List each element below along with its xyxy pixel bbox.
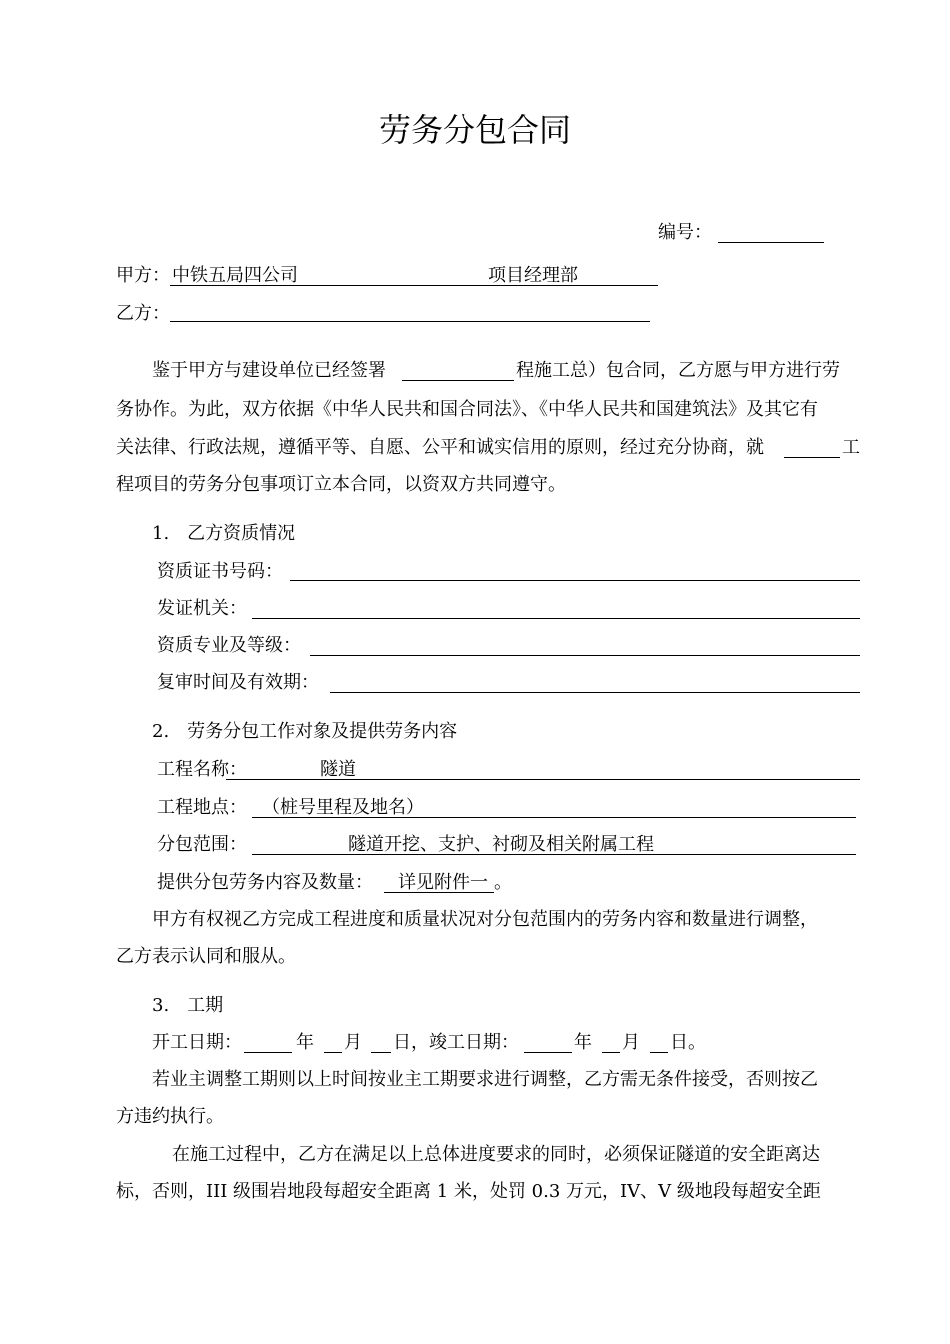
end-year-unit: 年 xyxy=(574,1032,592,1053)
section2-heading: 2. 劳务分包工作对象及提供劳务内容 xyxy=(152,721,458,742)
scope-label: 分包范围： xyxy=(157,834,247,855)
issuer-blank[interactable] xyxy=(252,618,860,619)
section1-heading: 1. 乙方资质情况 xyxy=(152,523,296,544)
section2-para-line2: 乙方表示认同和服从。 xyxy=(116,946,296,967)
review-label: 复审时间及有效期： xyxy=(157,672,319,693)
preamble-line1a: 鉴于甲方与建设单位已经签署 xyxy=(152,360,386,381)
preamble-contract-blank[interactable] xyxy=(402,380,514,381)
location-label: 工程地点： xyxy=(157,797,247,818)
party-b-label: 乙方： xyxy=(116,303,170,324)
review-blank[interactable] xyxy=(330,692,860,693)
number-blank[interactable] xyxy=(718,242,824,243)
section3-para1-line2: 方违约执行。 xyxy=(116,1106,224,1127)
party-a-name: 中铁五局四公司 xyxy=(172,265,298,286)
specialty-blank[interactable] xyxy=(310,655,860,656)
start-month-blank[interactable] xyxy=(324,1052,342,1053)
section3-para1-line1: 若业主调整工期则以上时间按业主工期要求进行调整，乙方需无条件接受，否则按乙 xyxy=(152,1069,818,1090)
end-year-blank[interactable] xyxy=(524,1052,572,1053)
start-date-label: 开工日期： xyxy=(152,1032,242,1053)
content-value: 详见附件一 xyxy=(398,872,488,893)
issuer-label: 发证机关： xyxy=(157,598,247,619)
start-day-blank[interactable] xyxy=(371,1052,391,1053)
content-end: 。 xyxy=(494,872,512,893)
specialty-label: 资质专业及等级： xyxy=(157,635,301,656)
start-month-unit: 月 xyxy=(344,1032,362,1053)
party-b-blank[interactable] xyxy=(170,321,650,322)
project-name-value: 隧道 xyxy=(320,759,356,780)
preamble-line1b: 程施工总）包合同，乙方愿与甲方进行劳 xyxy=(516,360,840,381)
party-a-dept: 项目经理部 xyxy=(488,265,578,286)
cert-no-label: 资质证书号码： xyxy=(157,561,283,582)
project-name-label: 工程名称： xyxy=(157,759,247,780)
preamble-project-blank[interactable] xyxy=(784,457,840,458)
end-day-end: 日。 xyxy=(670,1032,706,1053)
party-a-label: 甲方： xyxy=(116,265,170,286)
section3-para2-line1: 在施工过程中，乙方在满足以上总体进度要求的同时，必须保证隧道的安全距离达 xyxy=(172,1144,820,1165)
content-label: 提供分包劳务内容及数量： xyxy=(157,872,373,893)
preamble-line4: 程项目的劳务分包事项订立本合同，以资双方共同遵守。 xyxy=(116,474,566,495)
start-year-unit: 年 xyxy=(296,1032,314,1053)
document-title: 劳务分包合同 xyxy=(378,111,571,149)
start-day-mid: 日，竣工日期： xyxy=(393,1032,519,1053)
preamble-line3a: 关法律、行政法规，遵循平等、自愿、公平和诚实信用的原则，经过充分协商，就 xyxy=(116,437,764,458)
cert-no-blank[interactable] xyxy=(290,580,860,581)
section2-para-line1: 甲方有权视乙方完成工程进度和质量状况对分包范围内的劳务内容和数量进行调整， xyxy=(152,909,818,930)
number-label: 编号： xyxy=(658,222,712,243)
end-month-unit: 月 xyxy=(622,1032,640,1053)
location-value: （桩号里程及地名） xyxy=(262,797,424,818)
preamble-line2: 务协作。为此，双方依据《中华人民共和国合同法》、《中华人民共和国建筑法》及其它有 xyxy=(116,399,818,420)
section3-para2-line2: 标，否则，III 级围岩地段每超安全距离 1 米，处罚 0.3 万元，IV、V 级地段每超安全距 xyxy=(116,1181,821,1202)
start-year-blank[interactable] xyxy=(244,1052,292,1053)
preamble-line3b: 工 xyxy=(842,437,860,458)
end-day-blank[interactable] xyxy=(650,1052,668,1053)
end-month-blank[interactable] xyxy=(602,1052,620,1053)
section3-heading: 3. 工期 xyxy=(152,995,224,1016)
scope-value: 隧道开挖、支护、衬砌及相关附属工程 xyxy=(348,834,654,855)
